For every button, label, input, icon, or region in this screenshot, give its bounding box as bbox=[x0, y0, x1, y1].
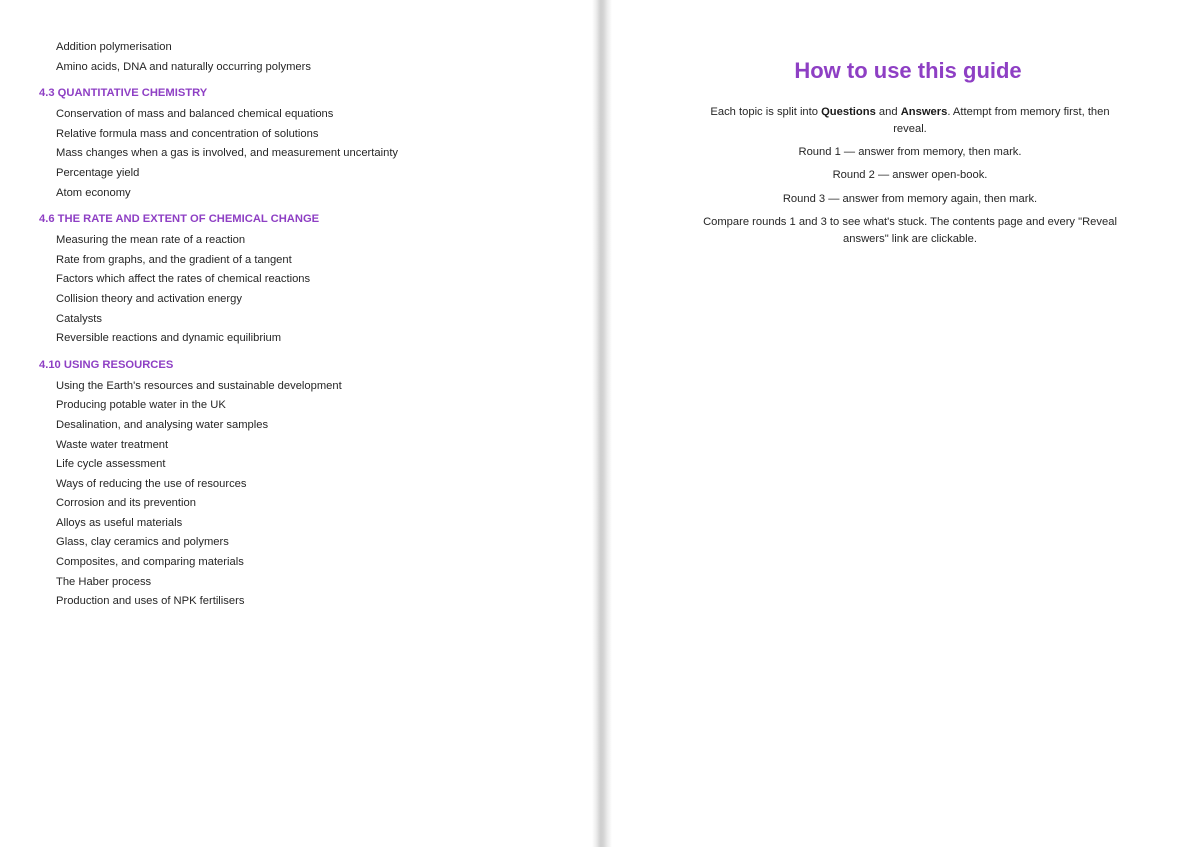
toc-item-conservation-of-mass[interactable]: Conservation of mass and balanced chemical equations bbox=[56, 108, 334, 121]
guide-intro-answers: Answers bbox=[900, 106, 948, 118]
guide-intro-text-3: . Attempt from memory first, then reveal. bbox=[893, 106, 1110, 135]
toc-item-mean-rate[interactable]: Measuring the mean rate of a reaction bbox=[56, 234, 246, 247]
toc-section-using-resources[interactable]: 4.10 USING RESOURCES bbox=[39, 358, 174, 371]
toc-item-amino-acids-dna-polymers[interactable]: Amino acids, DNA and naturally occurring polymers bbox=[56, 60, 311, 73]
toc-item-glass-ceramics-polymers[interactable]: Glass, clay ceramics and polymers bbox=[56, 536, 229, 549]
toc-item-addition-polymerisation[interactable]: Addition polymerisation bbox=[56, 41, 172, 53]
toc-item-life-cycle-assessment[interactable]: Life cycle assessment bbox=[56, 458, 166, 471]
toc-item-catalysts[interactable]: Catalysts bbox=[56, 312, 103, 325]
guide-body bbox=[687, 104, 1125, 248]
contents-list bbox=[39, 38, 592, 612]
guide-intro-text-2: and bbox=[875, 106, 901, 118]
toc-item-reversible-reactions[interactable]: Reversible reactions and dynamic equilibrium bbox=[56, 332, 282, 345]
toc-item-atom-economy[interactable]: Atom economy bbox=[56, 186, 131, 199]
guide-intro bbox=[695, 104, 1125, 138]
toc-item-corrosion[interactable]: Corrosion and its prevention bbox=[56, 497, 196, 510]
toc-item-rate-from-graphs[interactable]: Rate from graphs, and the gradient of a tangent bbox=[56, 253, 292, 266]
page-gutter bbox=[592, 0, 612, 847]
guide-round-1: Round 1 — answer from memory, then mark. bbox=[798, 146, 1022, 159]
toc-section-quantitative-chemistry[interactable]: 4.3 QUANTITATIVE CHEMISTRY bbox=[39, 87, 208, 100]
guide-intro-questions: Questions bbox=[821, 106, 876, 118]
contents-page bbox=[0, 0, 592, 847]
toc-item-mass-changes-gas[interactable]: Mass changes when a gas is involved, and measurement uncertainty bbox=[56, 147, 399, 160]
toc-item-desalination[interactable]: Desalination, and analysing water samples bbox=[56, 418, 269, 431]
guide-closing: Compare rounds 1 and 3 to see what's stuck. The contents page and every "Reveal answers" link are clickable. bbox=[703, 215, 1117, 245]
guide-round-3: Round 3 — answer from memory again, then mark. bbox=[782, 192, 1038, 205]
toc-item-collision-theory[interactable]: Collision theory and activation energy bbox=[56, 292, 242, 305]
toc-item-earths-resources[interactable]: Using the Earth's resources and sustainable development bbox=[56, 379, 342, 392]
guide-title: How to use this guide bbox=[794, 58, 1022, 83]
toc-section-rate-and-extent[interactable]: 4.6 THE RATE AND EXTENT OF CHEMICAL CHANGE bbox=[39, 213, 320, 226]
toc-item-potable-water[interactable]: Producing potable water in the UK bbox=[56, 399, 226, 412]
guide-intro-text-1: Each topic is split into bbox=[710, 106, 822, 118]
toc-item-reducing-resource-use[interactable]: Ways of reducing the use of resources bbox=[56, 477, 247, 490]
guide-round-2: Round 2 — answer open-book. bbox=[832, 169, 988, 182]
toc-item-factors-affecting-rate[interactable]: Factors which affect the rates of chemical reactions bbox=[56, 273, 311, 286]
toc-item-haber-process[interactable]: The Haber process bbox=[56, 575, 152, 588]
toc-item-composites[interactable]: Composites, and comparing materials bbox=[56, 556, 244, 569]
toc-item-alloys[interactable]: Alloys as useful materials bbox=[56, 516, 183, 529]
toc-item-relative-formula-mass[interactable]: Relative formula mass and concentration of solutions bbox=[56, 127, 319, 140]
toc-item-npk-fertilisers[interactable]: Production and uses of NPK fertilisers bbox=[56, 595, 245, 608]
toc-item-waste-water[interactable]: Waste water treatment bbox=[56, 438, 169, 451]
toc-item-percentage-yield[interactable]: Percentage yield bbox=[56, 166, 140, 179]
guide-page bbox=[612, 0, 1200, 847]
